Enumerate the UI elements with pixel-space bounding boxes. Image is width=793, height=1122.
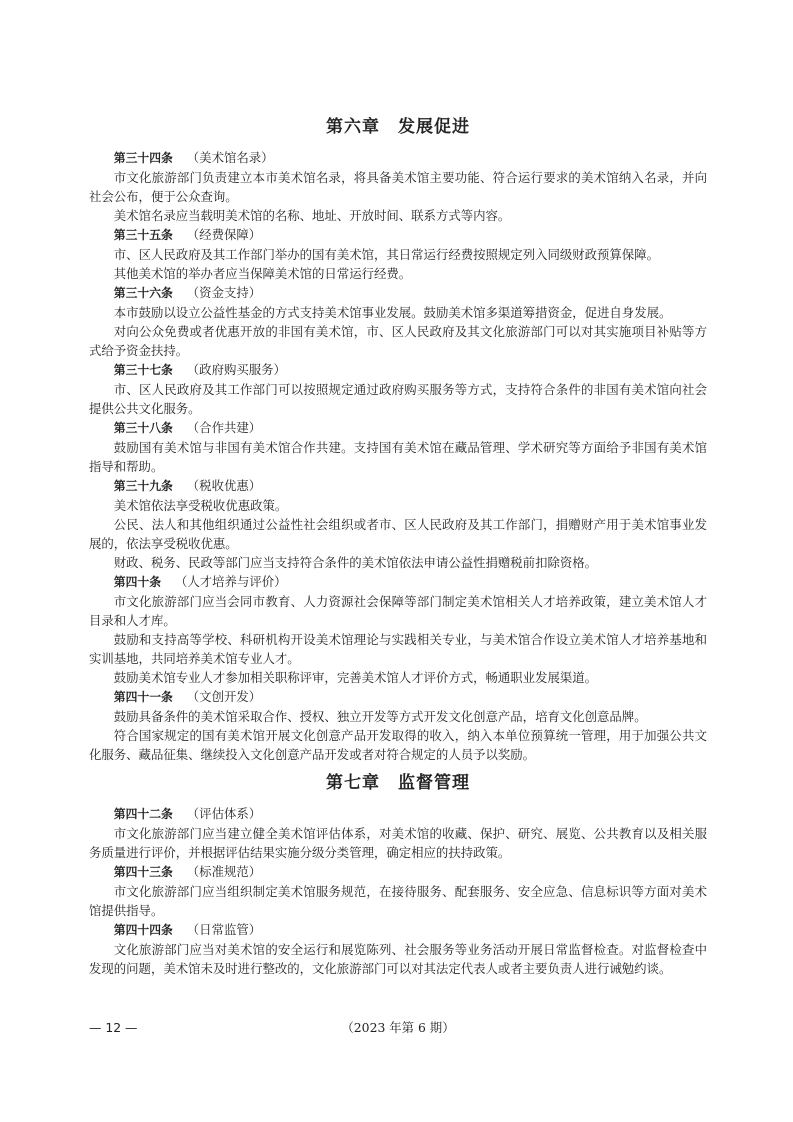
article-heading bbox=[89, 225, 707, 245]
article-heading bbox=[89, 572, 707, 592]
document-body bbox=[89, 108, 707, 978]
chapter-6-heading bbox=[89, 114, 707, 140]
article-paragraph: 市文化旅游部门负责建立本市美术馆名录，将具备美术馆主要功能、符合运行要求的美术馆纳入名录，并向社会公布，便于公众查询。 bbox=[89, 170, 707, 204]
article-paragraph: 鼓励和支持高等学校、科研机构开设美术馆理论与实践相关专业，与美术馆合作设立美术馆人才培养基地和实训基地，共同培养美术馆专业人才。 bbox=[89, 632, 707, 666]
article-number: 第四十四条 bbox=[113, 923, 173, 937]
chapter-number: 第七章 bbox=[326, 773, 380, 793]
article-number: 第四十一条 bbox=[113, 690, 173, 704]
page-number: — 12 — bbox=[89, 1020, 138, 1035]
article-number: 第三十六条 bbox=[113, 286, 173, 300]
article-paragraph: 市文化旅游部门应当会同市教育、人力资源社会保障等部门制定美术馆相关人才培养政策，建立美术馆人才目录和人才库。 bbox=[89, 594, 707, 628]
article-heading bbox=[89, 476, 707, 496]
issue-label: （2023 年第 6 期） bbox=[341, 1020, 455, 1035]
article-title: （标准规范） bbox=[186, 864, 262, 879]
article-paragraph: 市文化旅游部门应当组织制定美术馆服务规范，在接待服务、配套服务、安全应急、信息标识等方面对美术馆提供指导。 bbox=[89, 884, 707, 918]
article-title: （政府购买服务） bbox=[186, 362, 286, 377]
article-paragraph: 鼓励美术馆专业人才参加相关职称评审，完善美术馆人才评价方式，畅通职业发展渠道。 bbox=[113, 670, 598, 685]
article-title: （评估体系） bbox=[186, 806, 262, 821]
article-paragraph: 美术馆依法享受税收优惠政策。 bbox=[113, 498, 288, 513]
article-number: 第三十九条 bbox=[113, 479, 173, 493]
article-number: 第四十二条 bbox=[113, 807, 173, 821]
article-paragraph: 对向公众免费或者优惠开放的非国有美术馆，市、区人民政府及其文化旅游部门可以对其实施项目补贴等方式给予资金扶持。 bbox=[89, 324, 707, 358]
article-heading bbox=[89, 804, 707, 824]
article-number: 第四十三条 bbox=[113, 865, 173, 879]
article-title: （日常监管） bbox=[186, 922, 262, 937]
article-paragraph: 财政、税务、民政等部门应当支持符合条件的美术馆依法申请公益性捐赠税前扣除资格。 bbox=[113, 555, 598, 570]
article-heading bbox=[89, 148, 707, 168]
chapter-number: 第六章 bbox=[326, 117, 380, 137]
article-paragraph: 符合国家规定的国有美术馆开展文化创意产品开发取得的收入，纳入本单位预算统一管理，用于加强公共文化服务、藏品征集、继续投入文化创意产品开发或者对符合规定的人员予以奖励。 bbox=[89, 728, 707, 762]
article-number: 第三十五条 bbox=[113, 228, 173, 242]
article-title: （美术馆名录） bbox=[186, 150, 274, 165]
page-footer bbox=[89, 1018, 707, 1038]
article-heading bbox=[89, 418, 707, 438]
article-paragraph: 市文化旅游部门应当建立健全美术馆评估体系，对美术馆的收藏、保护、研究、展览、公共教育以及相关服务质量进行评价，并根据评估结果实施分级分类管理，确定相应的扶持政策。 bbox=[89, 826, 707, 860]
article-heading bbox=[89, 862, 707, 882]
article-heading bbox=[89, 283, 707, 303]
article-heading bbox=[89, 687, 707, 707]
article-paragraph: 文化旅游部门应当对美术馆的安全运行和展览陈列、社会服务等业务活动开展日常监督检查。对监督检查中发现的问题，美术馆未及时进行整改的，文化旅游部门可以对其法定代表人或者主要负责人进行诫勉约谈。 bbox=[89, 942, 707, 976]
article-heading bbox=[89, 360, 707, 380]
article-title: （税收优惠） bbox=[186, 478, 262, 493]
article-heading bbox=[89, 920, 707, 940]
chapter-7-heading bbox=[89, 770, 707, 796]
chapter-title: 发展促进 bbox=[398, 117, 470, 137]
article-title: （文创开发） bbox=[186, 689, 262, 704]
article-title: （经费保障） bbox=[186, 227, 262, 242]
article-number: 第四十条 bbox=[113, 575, 161, 589]
article-paragraph: 其他美术馆的举办者应当保障美术馆的日常运行经费。 bbox=[113, 266, 412, 281]
article-paragraph: 本市鼓励以设立公益性基金的方式支持美术馆事业发展。鼓励美术馆多渠道筹措资金，促进自身发展。 bbox=[113, 305, 672, 320]
article-number: 第三十七条 bbox=[113, 363, 173, 377]
article-paragraph: 美术馆名录应当载明美术馆的名称、地址、开放时间、联系方式等内容。 bbox=[113, 208, 511, 223]
article-paragraph: 市、区人民政府及其工作部门可以按照规定通过政府购买服务等方式，支持符合条件的非国有美术馆向社会提供公共文化服务。 bbox=[89, 382, 707, 416]
article-title: （资金支持） bbox=[186, 285, 262, 300]
article-paragraph: 公民、法人和其他组织通过公益性社会组织或者市、区人民政府及其工作部门，捐赠财产用于美术馆事业发展的，依法享受税收优惠。 bbox=[89, 517, 707, 551]
article-paragraph: 鼓励国有美术馆与非国有美术馆合作共建。支持国有美术馆在藏品管理、学术研究等方面给予非国有美术馆指导和帮助。 bbox=[89, 440, 707, 474]
article-number: 第三十八条 bbox=[113, 421, 173, 435]
article-title: （合作共建） bbox=[186, 420, 262, 435]
chapter-title: 监督管理 bbox=[398, 773, 470, 793]
article-number: 第三十四条 bbox=[113, 151, 173, 165]
article-paragraph: 市、区人民政府及其工作部门举办的国有美术馆，其日常运行经费按照规定列入同级财政预算保障。 bbox=[113, 247, 659, 262]
article-title: （人才培养与评价） bbox=[175, 574, 287, 589]
article-paragraph: 鼓励具备条件的美术馆采取合作、授权、独立开发等方式开发文化创意产品，培育文化创意品牌。 bbox=[113, 709, 647, 724]
